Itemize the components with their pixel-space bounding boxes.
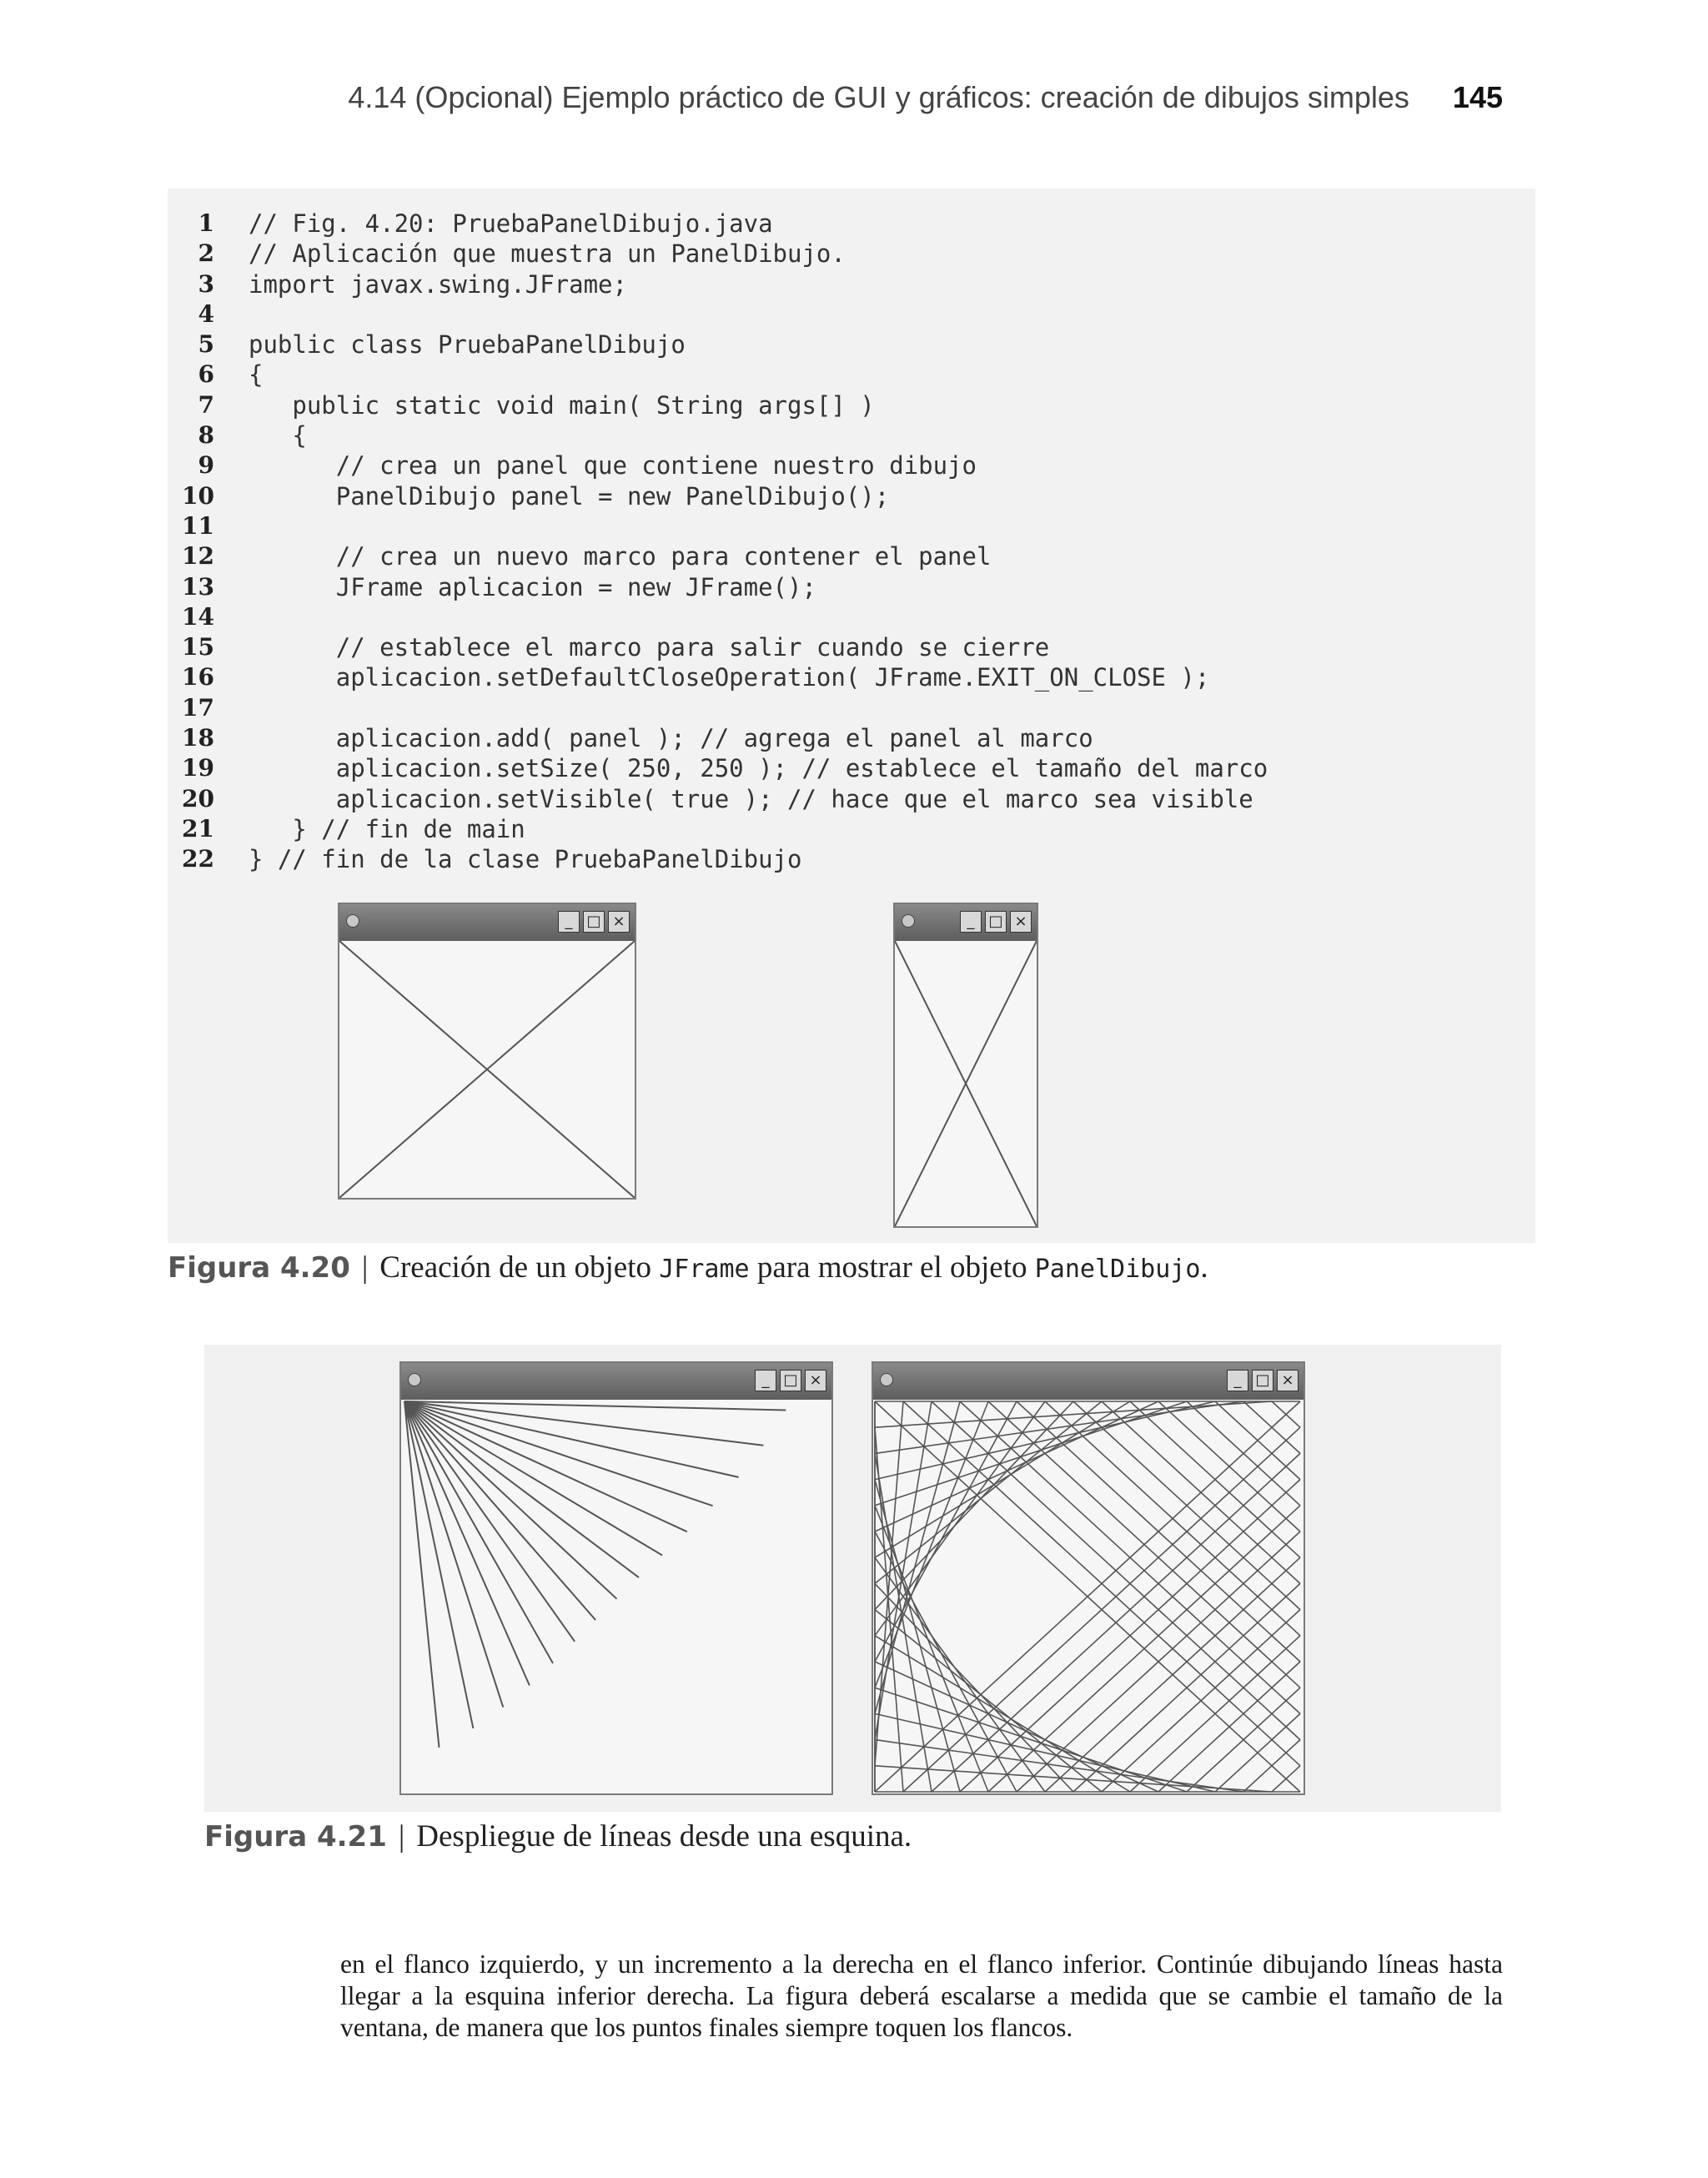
close-icon: × (1277, 1370, 1299, 1391)
line-number: 20 (182, 784, 214, 812)
code-text: PanelDibujo panel = new PanelDibujo(); (249, 481, 890, 511)
line-number: 18 (182, 724, 214, 752)
line-number: 11 (182, 511, 214, 540)
code-text: JFrame aplicacion = new JFrame(); (249, 572, 816, 601)
caption-text: para mostrar el objeto (749, 1250, 1035, 1285)
code-line (168, 541, 1535, 571)
figure-4-21-caption (204, 1818, 912, 1854)
window-envelope (872, 1361, 1305, 1795)
envelope-lines-drawing (873, 1400, 1304, 1793)
code-line (168, 329, 1535, 360)
line-number: 7 (198, 390, 214, 419)
code-text: } // fin de main (249, 814, 525, 843)
fan-line (404, 1401, 530, 1686)
line-number: 14 (182, 602, 214, 631)
window-square (338, 903, 636, 1200)
code-line (168, 602, 1535, 632)
window-titlebar (895, 904, 1037, 941)
caption-code: PanelDibujo (1034, 1255, 1201, 1284)
window-menu-icon (880, 1373, 893, 1386)
code-text: } // fin de la clase PruebaPanelDibujo (249, 845, 802, 874)
line-number: 13 (182, 572, 214, 601)
window-menu-icon (346, 914, 359, 928)
envelope-line (875, 1401, 1073, 1610)
window-menu-icon (408, 1373, 421, 1386)
x-drawing (339, 941, 635, 1198)
envelope-line (875, 1610, 1102, 1792)
minimize-icon: _ (755, 1370, 776, 1391)
close-icon: × (1010, 911, 1032, 933)
code-line (168, 693, 1535, 723)
code-line (168, 420, 1535, 450)
window-titlebar (873, 1363, 1304, 1400)
code-line (168, 784, 1535, 814)
code-line (168, 511, 1535, 541)
maximize-icon: □ (780, 1370, 801, 1391)
fan-line (404, 1401, 687, 1532)
caption-text: . (1200, 1250, 1208, 1285)
window-titlebar (339, 904, 635, 941)
line-number: 4 (198, 299, 214, 328)
window-titlebar (401, 1363, 831, 1400)
code-text: { (249, 421, 307, 450)
caption-text: Creación de un objeto (379, 1250, 660, 1285)
line-number: 16 (182, 663, 214, 692)
line-number: 17 (182, 693, 214, 722)
code-text: public static void main( String args[] ) (249, 390, 875, 420)
line-number: 2 (198, 239, 214, 268)
code-line (168, 360, 1535, 390)
code-text: public class PruebaPanelDibujo (249, 330, 686, 360)
code-line (168, 299, 1535, 329)
caption-separator: | (361, 1250, 369, 1285)
code-text: // Aplicación que muestra un PanelDibujo. (249, 239, 846, 269)
maximize-icon: □ (1252, 1370, 1273, 1391)
maximize-icon: □ (583, 911, 605, 933)
window-menu-icon (902, 914, 915, 928)
code-text: // establece el marco para salir cuando se cierre (249, 633, 1050, 662)
minimize-icon: _ (960, 911, 982, 933)
line-number: 10 (182, 481, 214, 510)
code-text: // Fig. 4.20: PruebaPanelDibujo.java (249, 209, 773, 238)
line-number: 22 (182, 845, 214, 873)
maximize-icon: □ (985, 911, 1007, 933)
caption-text: Despliegue de líneas desde una esquina. (416, 1819, 912, 1854)
code-text: aplicacion.setSize( 250, 250 ); // establece el tamaño del marco (249, 754, 1268, 783)
code-line (168, 269, 1535, 299)
code-text: import javax.swing.JFrame; (249, 269, 627, 299)
line-number: 21 (182, 814, 214, 843)
code-line (168, 844, 1535, 874)
line-number: 19 (182, 754, 214, 782)
caption-code: JFrame (659, 1255, 750, 1284)
line-number: 6 (198, 360, 214, 389)
envelope-line (875, 1401, 1102, 1583)
code-line (168, 723, 1535, 753)
envelope-line (875, 1583, 1073, 1792)
code-line (168, 662, 1535, 692)
code-text: // crea un nuevo marco para contener el panel (249, 542, 992, 571)
x-drawing (895, 941, 1037, 1226)
code-line (168, 572, 1535, 602)
code-line (168, 209, 1535, 239)
minimize-icon: _ (1227, 1370, 1248, 1391)
code-line (168, 814, 1535, 844)
line-number: 12 (182, 542, 214, 571)
code-listing-figure (168, 189, 1535, 1243)
line-number: 9 (198, 451, 214, 480)
code-text: // crea un panel que contiene nuestro dibujo (249, 451, 977, 480)
page-number: 145 (1452, 80, 1503, 114)
line-number: 1 (198, 209, 214, 237)
minimize-icon: _ (558, 911, 580, 933)
close-icon: × (608, 911, 630, 933)
figure-4-20-caption (168, 1250, 1208, 1285)
running-head-title: 4.14 (Opcional) Ejemplo práctico de GUI y gráficos: creación de dibujos simples (348, 80, 1409, 114)
code-text: aplicacion.setDefaultCloseOperation( JFrame.EXIT_ON_CLOSE ); (249, 663, 1210, 692)
line-number: 8 (198, 421, 214, 450)
line-number: 15 (182, 633, 214, 661)
figure-label: Figura 4.21 (204, 1820, 387, 1854)
code-text: { (249, 360, 264, 390)
fan-line (404, 1401, 662, 1556)
line-number: 3 (198, 269, 214, 298)
figure-label: Figura 4.20 (168, 1251, 350, 1285)
code-listing (168, 209, 1535, 875)
window-narrow (893, 903, 1038, 1228)
close-icon: × (805, 1370, 826, 1391)
code-text: aplicacion.add( panel ); // agrega el panel al marco (249, 724, 1093, 753)
figure-4-21 (204, 1345, 1501, 1812)
code-line (168, 481, 1535, 511)
line-number: 5 (198, 330, 214, 359)
running-head (0, 80, 1503, 115)
window-fan (399, 1361, 833, 1795)
code-line (168, 239, 1535, 269)
code-line (168, 753, 1535, 783)
code-line (168, 390, 1535, 420)
caption-separator: | (398, 1819, 405, 1854)
code-text: aplicacion.setVisible( true ); // hace que el marco sea visible (249, 784, 1253, 813)
code-line (168, 450, 1535, 480)
fan-lines-drawing (401, 1400, 831, 1793)
body-paragraph: en el flanco izquierdo, y un incremento a la derecha en el flanco inferior. Continúe dibujando líneas hasta llegar a la esquina inferior derecha. La figura deberá escalarse a medida que se cambie el tamaño de la ventana, de manera que los puntos finales siempre toquen los flancos. (340, 1949, 1503, 2042)
code-line (168, 632, 1535, 662)
